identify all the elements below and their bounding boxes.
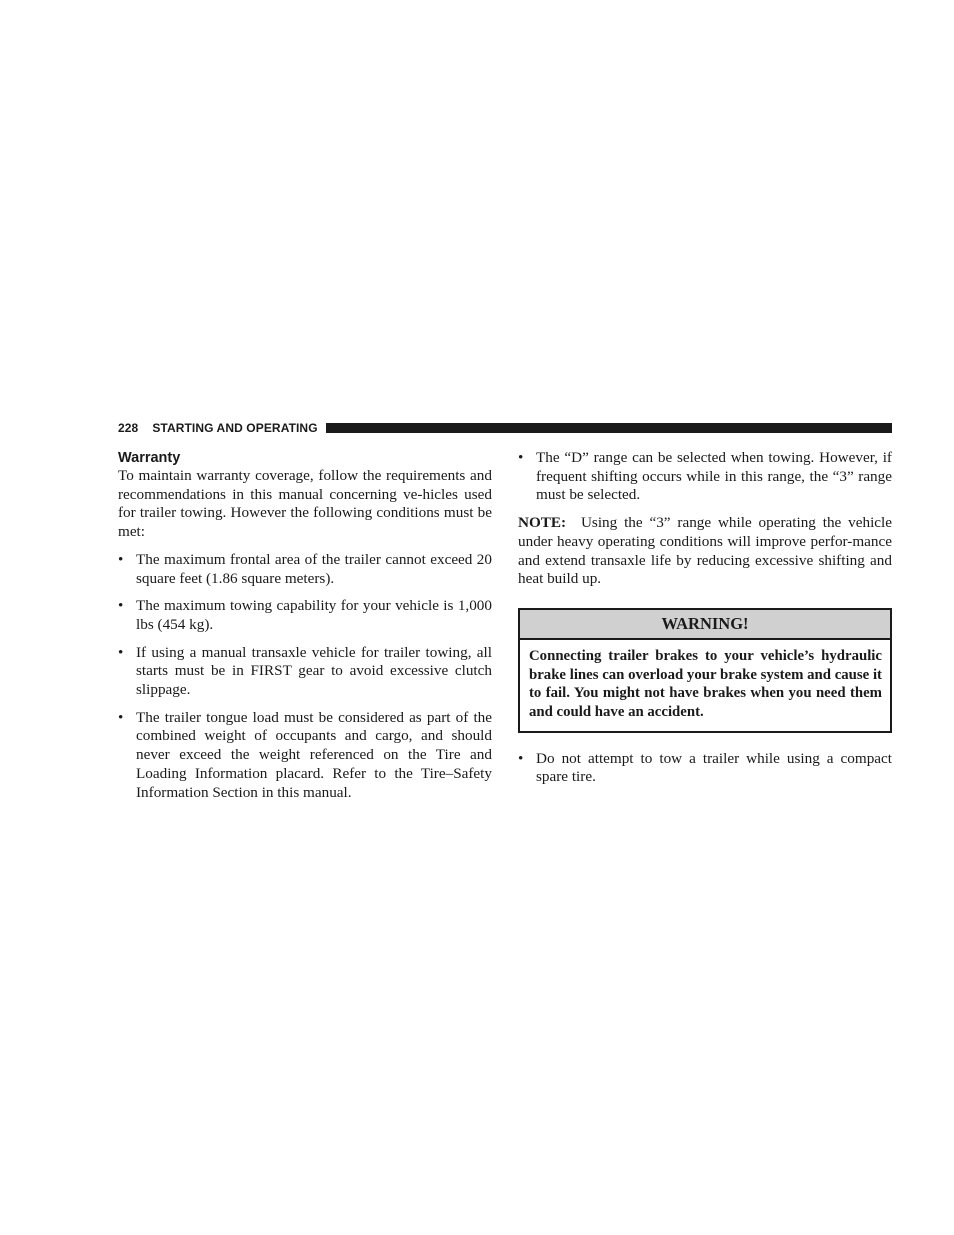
warning-box (518, 608, 892, 733)
list-item (118, 597, 492, 634)
note-text: Using the “3” range while operating the vehicle under heavy operating conditions will improve perfor-mance and extend transaxle life by reducing excessive shifting and heat build up. (518, 514, 892, 588)
note-label: NOTE: (518, 514, 567, 532)
warranty-heading: Warranty (118, 450, 181, 466)
bullet-icon: • (518, 749, 524, 767)
bullet-icon: • (118, 643, 124, 661)
right-column (518, 449, 892, 787)
list-item-text: The maximum towing capability for your vehicle is 1,000 lbs (454 kg). (136, 597, 492, 633)
list-item (118, 709, 492, 803)
list-item (518, 449, 892, 505)
bullet-icon: • (118, 550, 124, 568)
warning-title: WARNING! (520, 610, 890, 640)
note-paragraph (518, 514, 892, 589)
list-item-text: The trailer tongue load must be considered as part of the combined weight of occupants and cargo, and should never exceed the weight referenced on the Tire and Loading Information placard. Refer to the Tire–Safety Information Section in this manual. (136, 708, 492, 801)
bullet-icon: • (518, 449, 524, 466)
bullet-icon: • (118, 597, 124, 615)
list-item-text: The “D” range can be selected when towing. However, if frequent shifting occurs while in this range, the “3” range must be selected. (536, 449, 892, 504)
list-item-text: If using a manual transaxle vehicle for trailer towing, all starts must be in FIRST gear to avoid excessive clutch slippage. (136, 643, 492, 699)
page-number: 228 (118, 421, 139, 435)
list-item (118, 644, 492, 700)
warning-text: Connecting trailer brakes to your vehicle’s hydraulic brake lines can overload your brake system and cause it to fail. You might not have brakes when you need them and could have an accident. (529, 647, 882, 721)
bullet-icon: • (118, 708, 124, 726)
warranty-conditions-list (118, 551, 492, 802)
warranty-intro: To maintain warranty coverage, follow the requirements and recommendations in this manual concerning ve-hicles used for trailer towing. However the following conditions must be met: (118, 467, 492, 541)
list-item-text: Do not attempt to tow a trailer while using a compact spare tire. (536, 749, 892, 786)
list-item-text: The maximum frontal area of the trailer cannot exceed 20 square feet (1.86 square meters). (136, 550, 492, 587)
list-item (118, 551, 492, 588)
left-column (118, 449, 492, 802)
header-rule (326, 423, 892, 433)
page-header (118, 419, 892, 437)
section-title: STARTING AND OPERATING (152, 421, 318, 435)
list-item (518, 750, 892, 787)
